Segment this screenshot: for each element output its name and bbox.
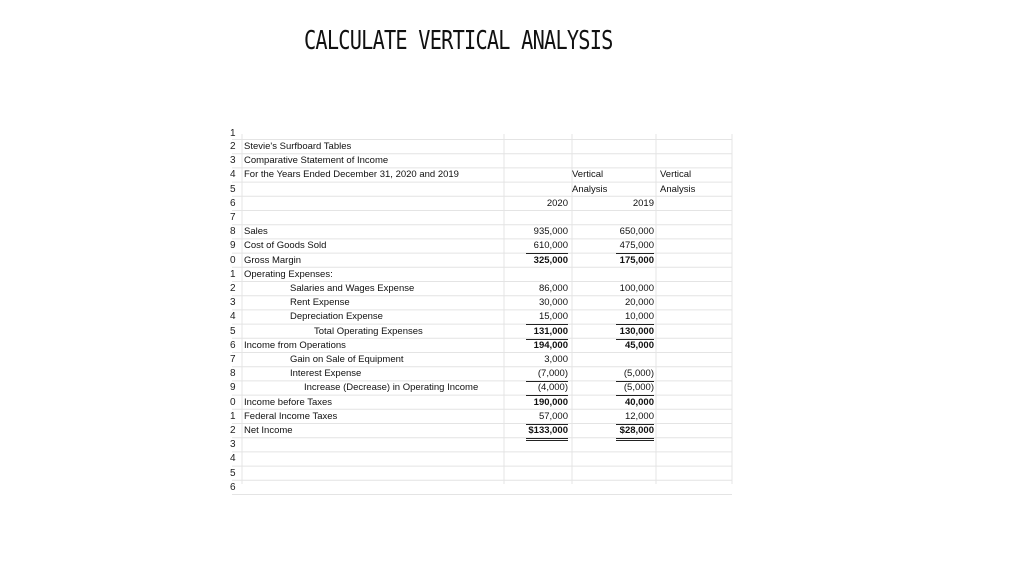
row-label: Comparative Statement of Income bbox=[244, 155, 389, 167]
vertical-analysis-2020: Vertical bbox=[572, 169, 604, 181]
row-label: Net Income bbox=[244, 425, 293, 436]
row-label: Income before Taxes bbox=[244, 396, 333, 408]
row-number: 4 bbox=[230, 453, 236, 465]
amount-2020: 935,000 bbox=[533, 226, 568, 238]
row-number-partial-bottom: 6 bbox=[230, 481, 236, 493]
vertical-analysis-2020: Analysis bbox=[572, 183, 608, 195]
amount-2019: 20,000 bbox=[624, 297, 654, 309]
sheet-row bbox=[232, 325, 732, 339]
row-label: Total Operating Expenses bbox=[314, 325, 423, 337]
amount-2020: 2020 bbox=[546, 197, 568, 209]
amount-2019: 40,000 bbox=[624, 396, 654, 408]
sheet-row bbox=[232, 197, 732, 211]
sheet-row bbox=[232, 239, 732, 253]
amount-2020: 131,000 bbox=[526, 325, 568, 340]
amount-2020: 86,000 bbox=[538, 283, 568, 294]
amount-2019: 100,000 bbox=[619, 283, 654, 294]
row-number: 2 bbox=[230, 283, 236, 294]
sheet-row bbox=[232, 381, 732, 395]
slide-title: CALCULATE VERTICAL ANALYSIS bbox=[304, 26, 613, 56]
row-number: 9 bbox=[230, 382, 236, 394]
row-number: 3 bbox=[230, 155, 236, 167]
amount-2020: (7,000) bbox=[526, 367, 568, 382]
sheet-row bbox=[232, 396, 732, 410]
sheet-row bbox=[232, 254, 732, 268]
amount-2019: 475,000 bbox=[616, 239, 654, 254]
amount-2019: 12,000 bbox=[616, 410, 654, 425]
sheet-row bbox=[232, 140, 732, 154]
row-label: Income from Operations bbox=[244, 339, 346, 351]
amount-2019: 45,000 bbox=[624, 339, 654, 351]
row-number: 5 bbox=[230, 325, 236, 337]
row-number: 2 bbox=[230, 425, 236, 436]
sheet-row bbox=[232, 296, 732, 310]
row-number: 7 bbox=[230, 212, 236, 223]
amount-2019: $28,000 bbox=[616, 424, 654, 441]
amount-2019: 2019 bbox=[632, 197, 654, 209]
sheet-row bbox=[232, 211, 732, 225]
row-number: 3 bbox=[230, 297, 236, 309]
row-label: For the Years Ended December 31, 2020 and 2019 bbox=[244, 169, 459, 181]
row-number: 1 bbox=[230, 268, 236, 280]
row-number: 7 bbox=[230, 354, 236, 365]
row-number: 9 bbox=[230, 240, 236, 252]
sheet-row bbox=[232, 353, 732, 367]
row-number: 4 bbox=[230, 311, 236, 323]
row-label: Federal Income Taxes bbox=[244, 410, 338, 422]
row-number: 8 bbox=[230, 226, 236, 238]
sheet-row bbox=[232, 438, 732, 452]
amount-2020: 30,000 bbox=[538, 297, 568, 309]
row-number: 0 bbox=[230, 396, 236, 408]
amount-2020: 57,000 bbox=[526, 410, 568, 425]
row-label: Interest Expense bbox=[290, 368, 362, 380]
row-number: 5 bbox=[230, 467, 236, 479]
amount-2020: (4,000) bbox=[526, 381, 568, 396]
amount-2019: 175,000 bbox=[619, 254, 654, 266]
row-label: Gross Margin bbox=[244, 254, 302, 266]
row-label: Salaries and Wages Expense bbox=[290, 283, 415, 294]
row-number: 2 bbox=[230, 141, 236, 152]
amount-2020: 3,000 bbox=[544, 354, 568, 365]
row-number: 6 bbox=[230, 339, 236, 351]
row-number: 8 bbox=[230, 368, 236, 380]
sheet-row bbox=[232, 424, 732, 438]
row-label: Rent Expense bbox=[290, 297, 350, 309]
amount-2019: 130,000 bbox=[616, 325, 654, 340]
amount-2020: 325,000 bbox=[533, 254, 568, 266]
row-number: 1 bbox=[230, 410, 236, 422]
amount-2020: 194,000 bbox=[533, 339, 568, 351]
spreadsheet-snippet bbox=[230, 128, 732, 493]
row-number: 6 bbox=[230, 197, 236, 209]
row-label: Stevie's Surfboard Tables bbox=[244, 141, 352, 152]
sheet-row bbox=[232, 183, 732, 197]
amount-2020: $133,000 bbox=[526, 424, 568, 441]
row-number: 0 bbox=[230, 254, 236, 266]
amount-2019: (5,000) bbox=[616, 381, 654, 396]
row-label: Gain on Sale of Equipment bbox=[290, 354, 404, 365]
row-label: Depreciation Expense bbox=[290, 311, 383, 323]
row-label: Increase (Decrease) in Operating Income bbox=[304, 382, 479, 394]
sheet-row bbox=[232, 225, 732, 239]
sheet-row bbox=[232, 339, 732, 353]
amount-2020: 190,000 bbox=[533, 396, 568, 408]
vertical-analysis-2019: Analysis bbox=[660, 183, 696, 195]
sheet-row bbox=[232, 268, 732, 282]
row-number: 3 bbox=[230, 439, 236, 451]
row-number: 4 bbox=[230, 169, 236, 181]
sheet-row bbox=[232, 282, 732, 296]
row-label: Operating Expenses: bbox=[244, 268, 333, 280]
row-label: Sales bbox=[244, 226, 268, 238]
sheet-row bbox=[232, 452, 732, 466]
amount-2019: 650,000 bbox=[619, 226, 654, 238]
sheet-row bbox=[232, 410, 732, 424]
amount-2020: 610,000 bbox=[526, 239, 568, 254]
amount-2019: (5,000) bbox=[616, 367, 654, 382]
sheet-row bbox=[232, 367, 732, 381]
sheet-row bbox=[232, 154, 732, 168]
row-number: 5 bbox=[230, 183, 236, 195]
amount-2019: 10,000 bbox=[616, 310, 654, 325]
sheet-row bbox=[232, 168, 732, 182]
sheet-row bbox=[232, 310, 732, 324]
row-number-partial-top: 1 bbox=[230, 128, 236, 139]
vertical-analysis-2019: Vertical bbox=[660, 169, 692, 181]
sheet-row bbox=[232, 467, 732, 481]
row-label: Cost of Goods Sold bbox=[244, 240, 327, 252]
amount-2020: 15,000 bbox=[526, 310, 568, 325]
